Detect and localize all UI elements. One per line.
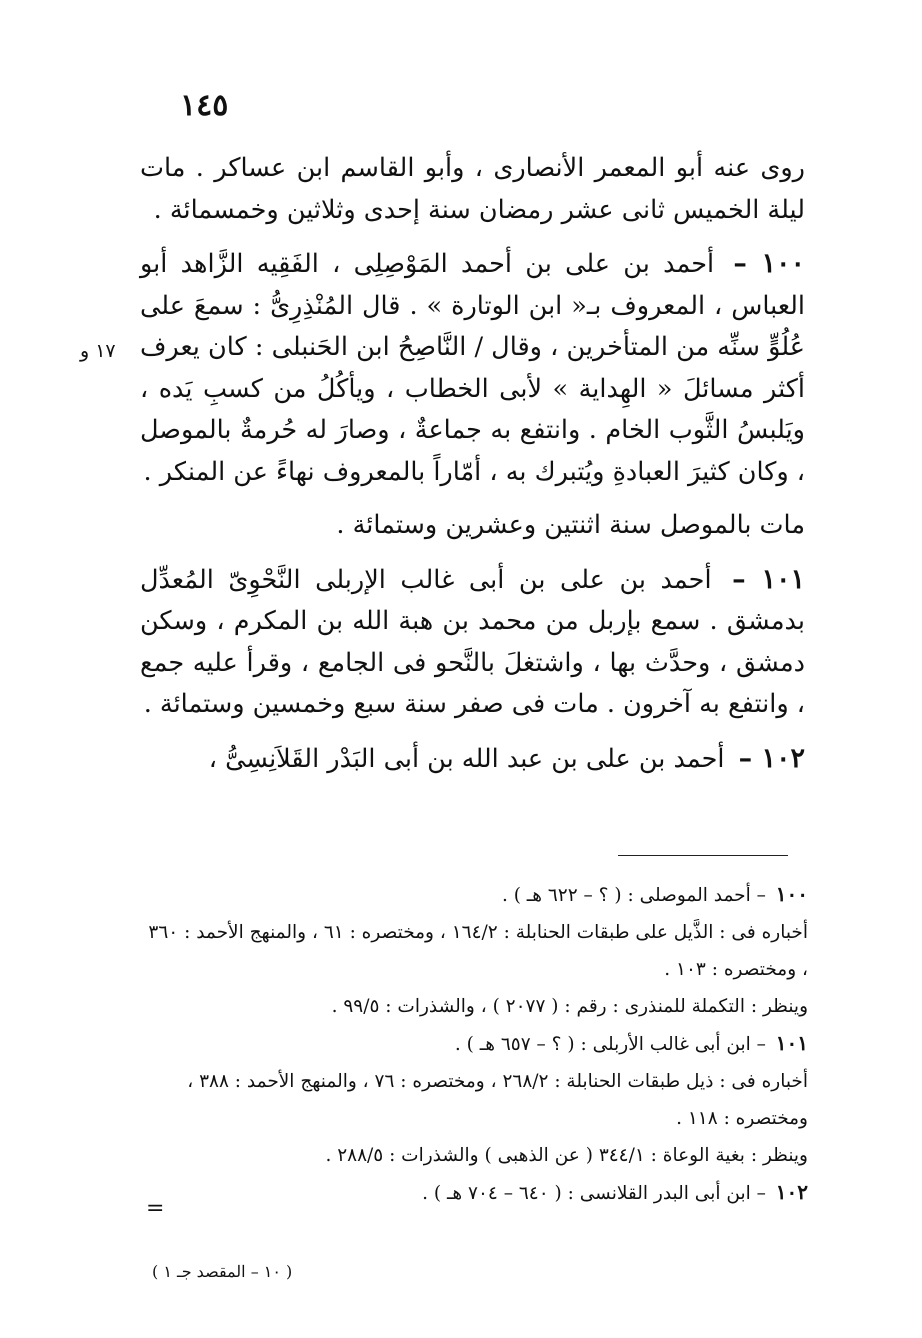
entry-99-end: روى عنه أبو المعمر الأنصارى ، وأبو القاسم ابن عساكر . مات ليلة الخميس ثانى عشر رمضان سنة إحدى وثلاثين وخمسمائة .	[140, 153, 805, 225]
footnote-101-sources: أخباره فى : ذيل طبقات الحنابلة : ٢٦٨/٢ ، ومختصره : ٧٦ ، والمنهج الأحمد : ٣٨٨ ، ومختصره : ١١٨ .	[187, 1071, 808, 1129]
margin-note: ١٧ و	[80, 340, 116, 362]
footnote-100-head	[140, 876, 808, 914]
page-number: ١٤٥	[180, 88, 229, 123]
entry-100-death: مات بالموصل سنة اثنتين وعشرين وستمائة .	[336, 510, 805, 540]
entry-101	[140, 559, 805, 726]
entry-102	[140, 738, 805, 781]
entry-text: أحمد بن على بن عبد الله بن أبى البَدْر القَلاَنِسِىُّ ،	[208, 743, 725, 774]
footnote-101-see-also: وينظر : بغية الوعاة : ٣٤٤/١ ( عن الذهبى ) والشذرات : ٢٨٨/٥ .	[325, 1145, 808, 1166]
signature-mark: ( ١٠ – المقصد جـ ١ )	[152, 1262, 293, 1281]
footnote-number: ١٠١	[775, 1031, 808, 1055]
footnote-text: – ابن أبى غالب الأربلى : ( ؟ – ٦٥٧ هـ ) .	[454, 1034, 766, 1055]
entry-number: ١٠٠ –	[733, 248, 805, 279]
footnote-number: ١٠٢	[775, 1180, 808, 1204]
entry-text: أحمد بن على بن أحمد المَوْصِلِى ، الفَقِيه الزَّاهد أبو العباس ، المعروف بـ« ابن الوتارة » . قال المُنْذِرِىُّ : سمعَ على عُلُوٍّ سنِّه من المتأخرين ، وقال / النَّاصِحُ ابن الحَنبلى : كان يعرف أكثر مسائلَ « الهِداية » لأبى الخطاب ، ويأكُلُ من كسبِ يَده ، ويَلبسُ الثَّوب الخام . وانتفع به جماعةٌ ، وصارَ له حُرمةٌ بالموصل ، وكان كثيرَ العبادةِ ويُتبرك به ، أمّاراً بالمعروف نهاءً عن المنكر .	[140, 249, 805, 487]
entry-100	[140, 243, 805, 493]
main-text	[140, 148, 805, 792]
entry-number: ١٠٢ –	[738, 742, 805, 774]
footnote-text: – أحمد الموصلى : ( ؟ – ٦٢٢ هـ ) .	[501, 885, 766, 906]
footnote-text: – ابن أبى البدر القلانسى : ( ٦٤٠ – ٧٠٤ هـ ) .	[422, 1183, 766, 1204]
footnote-100-see-also: وينظر : التكملة للمنذرى : رقم : ( ٢٠٧٧ ) ، والشذرات : ٩٩/٥ .	[331, 996, 808, 1017]
footnote-102-head	[140, 1174, 808, 1212]
footnote-101-head	[140, 1025, 808, 1063]
footnote-rule	[618, 855, 788, 856]
footnotes	[140, 876, 808, 1212]
continuation-mark: =	[146, 1196, 165, 1221]
entry-number: ١٠١ –	[732, 563, 805, 595]
entry-text: أحمد بن على بن أبى غالب الإربلى النَّحْوِىّ المُعدِّل بدمشق . سمع بإربل من محمد بن هبة الله بن المكرم ، وسكن دمشق ، وحدَّث بها ، واشتغلَ بالنَّحو فى الجامع ، وقرأ عليه جمع ، وانتفع به آخرون . مات فى صفر سنة سبع وخمسين وستمائة .	[140, 564, 805, 719]
footnote-100-sources: أخباره فى : الذَّيل على طبقات الحنابلة : ١٦٤/٢ ، ومختصره : ٦١ ، والمنهج الأحمد : ٣٦٠ ، ومختصره : ١٠٣ .	[148, 922, 808, 980]
footnote-number: ١٠٠	[775, 882, 808, 906]
